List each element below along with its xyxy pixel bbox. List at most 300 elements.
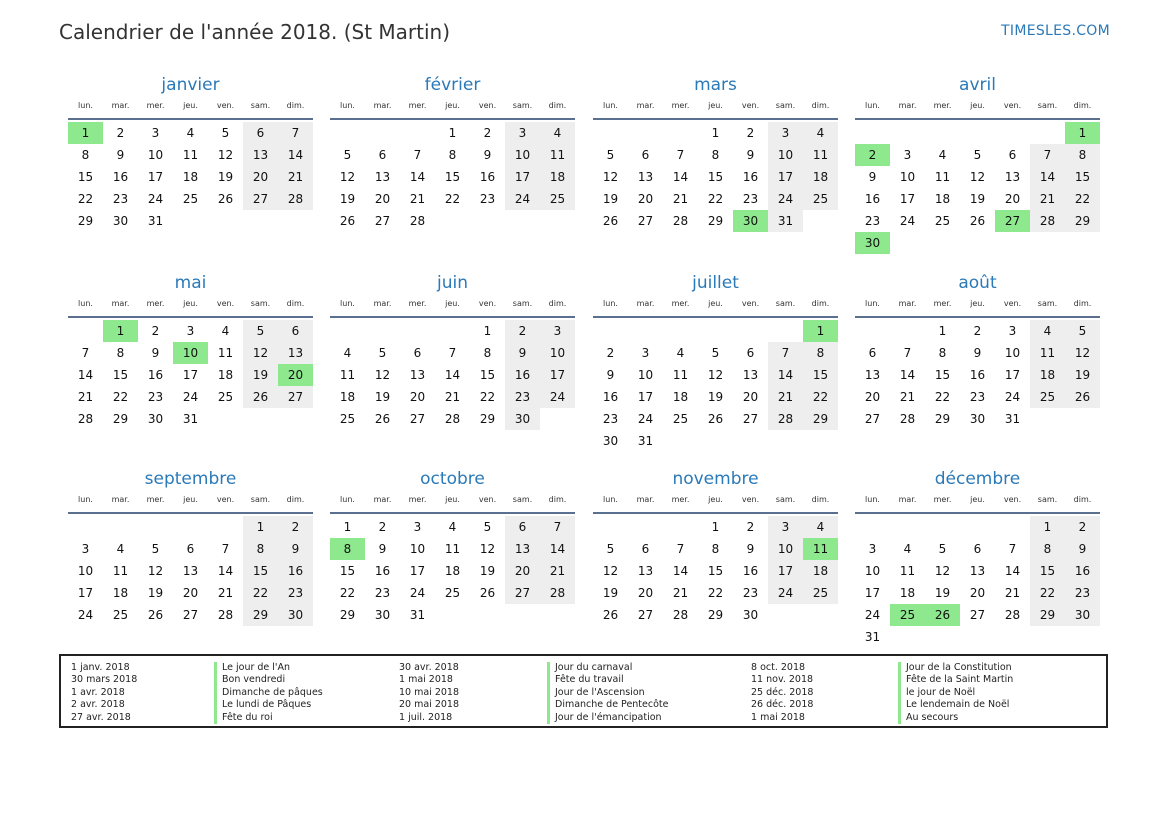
weekday-label: mer. <box>408 299 427 308</box>
day-cell: 27 <box>409 412 426 426</box>
legend-date: 30 mars 2018 <box>71 674 138 686</box>
weekday-label: mar. <box>636 495 655 504</box>
weekday-label: dim. <box>1073 299 1092 308</box>
day-cell: 13 <box>374 170 391 184</box>
day-cell: 16 <box>505 364 540 386</box>
weekday-label: lun. <box>340 495 355 504</box>
day-cell: 18 <box>540 166 575 188</box>
day-cell: 26 <box>479 586 496 600</box>
day-cell: 15 <box>707 170 724 184</box>
weekday-header <box>855 98 1100 120</box>
legend-holiday-name: Le lundi de Pâques <box>214 699 323 711</box>
empty-cell <box>890 320 925 342</box>
day-cell: 3 <box>868 542 877 556</box>
weekday-label: ven. <box>216 299 235 308</box>
day-cell: 21 <box>278 166 313 188</box>
day-cell: 21 <box>672 586 689 600</box>
day-cell: 20 <box>864 390 881 404</box>
day-cell: 13 <box>864 368 881 382</box>
day-cell: 8 <box>711 542 720 556</box>
month-name: mars <box>694 75 737 95</box>
day-cell: 24 <box>409 586 426 600</box>
weekday-label: mar. <box>111 299 130 308</box>
day-cell: 2 <box>116 126 125 140</box>
day-cell: 10 <box>540 342 575 364</box>
day-cell: 12 <box>969 170 986 184</box>
day-cell: 29 <box>707 214 724 228</box>
day-cell: 28 <box>540 582 575 604</box>
day-cell: 7 <box>540 516 575 538</box>
day-cell: 22 <box>77 192 94 206</box>
month-name: avril <box>959 75 996 95</box>
day-cell: 17 <box>540 364 575 386</box>
empty-cell <box>593 320 628 342</box>
legend-date: 25 déc. 2018 <box>751 686 814 698</box>
empty-cell <box>925 516 960 538</box>
day-cell: 27 <box>637 214 654 228</box>
weekday-label: ven. <box>478 495 497 504</box>
day-cell: 28 <box>1004 608 1021 622</box>
day-cell: 14 <box>278 144 313 166</box>
legend-holiday-name: Au secours <box>898 712 1013 724</box>
day-cell: 17 <box>768 560 803 582</box>
weekday-label: lun. <box>78 101 93 110</box>
day-cell: 18 <box>112 586 129 600</box>
day-cell: 23 <box>864 214 881 228</box>
day-cell: 24 <box>768 582 803 604</box>
brand-link[interactable]: TIMESLES.COM <box>1001 23 1110 39</box>
day-cell: 8 <box>938 346 947 360</box>
day-cell: 10 <box>147 148 164 162</box>
weekday-label: mer. <box>671 495 690 504</box>
day-cell: 4 <box>803 122 838 144</box>
day-cell: 13 <box>637 564 654 578</box>
empty-cell <box>698 320 733 342</box>
day-cell: 27 <box>278 386 313 408</box>
day-cell: 7 <box>768 342 803 364</box>
day-cell: 19 <box>1065 364 1100 386</box>
day-cell: 6 <box>505 516 540 538</box>
weekday-label: jeu. <box>708 101 723 110</box>
weekday-label: jeu. <box>445 299 460 308</box>
day-cell: 15 <box>803 364 838 386</box>
day-cell: 2 <box>1065 516 1100 538</box>
day-cell: 13 <box>243 144 278 166</box>
month-name: février <box>424 75 481 95</box>
weekday-label: dim. <box>286 495 305 504</box>
day-cell: 23 <box>602 412 619 426</box>
day-grid <box>330 320 575 430</box>
day-cell: 24 <box>540 386 575 408</box>
day-cell: 25 <box>934 214 951 228</box>
legend-date-column <box>71 662 137 724</box>
day-cell: 20 <box>243 166 278 188</box>
day-cell: 3 <box>641 346 650 360</box>
day-cell: 20 <box>182 586 199 600</box>
month-name: janvier <box>161 75 220 95</box>
day-cell: 6 <box>413 346 422 360</box>
legend-date: 30 avr. 2018 <box>399 662 459 673</box>
day-cell: 17 <box>864 586 881 600</box>
day-cell: 4 <box>116 542 125 556</box>
weekday-label: ven. <box>478 299 497 308</box>
day-cell: 14 <box>672 170 689 184</box>
empty-cell <box>733 320 768 342</box>
day-cell: 31 <box>864 630 881 644</box>
day-cell: 30 <box>374 608 391 622</box>
day-cell: 21 <box>444 390 461 404</box>
day-grid <box>593 122 838 232</box>
day-cell: 16 <box>374 564 391 578</box>
empty-cell <box>330 122 365 144</box>
day-cell: 12 <box>217 148 234 162</box>
weekday-label: sam. <box>512 495 533 504</box>
day-cell: 2 <box>606 346 615 360</box>
day-cell: 14 <box>1004 564 1021 578</box>
day-cell: 3 <box>413 520 422 534</box>
weekday-label: dim. <box>286 299 305 308</box>
legend-holiday-name: le jour de Noël <box>898 687 1013 699</box>
empty-cell <box>208 516 243 538</box>
day-grid <box>68 122 313 232</box>
legend-holiday-name: Jour du carnaval <box>547 662 669 674</box>
day-cell: 23 <box>112 192 129 206</box>
weekday-label: sam. <box>1037 101 1058 110</box>
weekday-label: mer. <box>933 101 952 110</box>
empty-cell <box>855 320 890 342</box>
day-cell: 23 <box>479 192 496 206</box>
day-cell: 7 <box>676 542 685 556</box>
holiday-legend <box>59 654 1108 728</box>
day-cell: 6 <box>641 148 650 162</box>
day-cell: 13 <box>409 368 426 382</box>
day-cell: 5 <box>378 346 387 360</box>
day-cell: 9 <box>746 148 755 162</box>
day-cell: 17 <box>409 564 426 578</box>
day-cell: 15 <box>243 560 278 582</box>
day-cell: 30 <box>602 434 619 448</box>
day-cell: 6 <box>278 320 313 342</box>
day-cell: 29 <box>803 408 838 430</box>
day-cell: 3 <box>903 148 912 162</box>
month-name: décembre <box>934 469 1021 489</box>
empty-cell <box>435 320 470 342</box>
day-cell: 8 <box>483 346 492 360</box>
day-cell: 16 <box>147 368 164 382</box>
day-cell: 25 <box>672 412 689 426</box>
day-cell: 12 <box>339 170 356 184</box>
day-cell: 6 <box>746 346 755 360</box>
day-cell: 27 <box>742 412 759 426</box>
month-2 <box>593 72 838 232</box>
day-cell: 7 <box>278 122 313 144</box>
day-cell: 16 <box>112 170 129 184</box>
day-cell: 30 <box>1065 604 1100 626</box>
empty-cell <box>1030 122 1065 144</box>
day-cell: 8 <box>243 538 278 560</box>
legend-holiday-name: Fête du roi <box>214 712 323 724</box>
day-cell: 23 <box>742 586 759 600</box>
day-cell: 21 <box>77 390 94 404</box>
day-cell: 11 <box>217 346 234 360</box>
day-cell: 2 <box>483 126 492 140</box>
day-cell: 30 <box>278 604 313 626</box>
day-cell: 3 <box>768 516 803 538</box>
day-cell: 19 <box>969 192 986 206</box>
day-cell: 12 <box>934 564 951 578</box>
day-cell: 19 <box>374 390 391 404</box>
empty-cell <box>995 122 1030 144</box>
empty-cell <box>663 320 698 342</box>
weekday-label: mer. <box>671 299 690 308</box>
day-cell: 27 <box>182 608 199 622</box>
empty-cell <box>330 320 365 342</box>
empty-cell <box>628 320 663 342</box>
day-cell: 20 <box>1004 192 1021 206</box>
day-cell: 7 <box>676 148 685 162</box>
day-cell: 8 <box>448 148 457 162</box>
empty-cell <box>593 122 628 144</box>
holiday-day-cell: 30 <box>855 232 890 254</box>
weekday-label: mar. <box>636 101 655 110</box>
day-cell: 10 <box>1004 346 1021 360</box>
day-cell: 29 <box>77 214 94 228</box>
day-cell: 22 <box>112 390 129 404</box>
weekday-label: lun. <box>603 299 618 308</box>
holiday-day-cell: 1 <box>803 320 838 342</box>
day-cell: 20 <box>637 192 654 206</box>
empty-cell <box>68 516 103 538</box>
legend-holiday-name: Le lendemain de Noël <box>898 699 1013 711</box>
day-cell: 11 <box>444 542 461 556</box>
month-name: novembre <box>672 469 759 489</box>
day-cell: 15 <box>339 564 356 578</box>
day-cell: 26 <box>147 608 164 622</box>
day-grid <box>68 516 313 626</box>
day-cell: 20 <box>742 390 759 404</box>
day-cell: 13 <box>1004 170 1021 184</box>
legend-date: 1 mai 2018 <box>399 674 453 686</box>
day-cell: 31 <box>147 214 164 228</box>
empty-cell <box>173 516 208 538</box>
day-cell: 23 <box>505 386 540 408</box>
legend-holiday-name: Jour de l'émancipation <box>547 712 669 724</box>
day-cell: 1 <box>448 126 457 140</box>
day-cell: 29 <box>339 608 356 622</box>
day-cell: 27 <box>969 608 986 622</box>
day-cell: 19 <box>479 564 496 578</box>
day-cell: 19 <box>602 586 619 600</box>
weekday-label: ven. <box>216 101 235 110</box>
day-cell: 22 <box>707 192 724 206</box>
day-cell: 28 <box>217 608 234 622</box>
day-cell: 4 <box>676 346 685 360</box>
day-cell: 2 <box>746 520 755 534</box>
empty-cell <box>68 320 103 342</box>
weekday-label: mar. <box>111 101 130 110</box>
day-cell: 19 <box>934 586 951 600</box>
day-cell: 14 <box>77 368 94 382</box>
day-cell: 21 <box>1030 188 1065 210</box>
day-cell: 10 <box>637 368 654 382</box>
month-5 <box>330 270 575 430</box>
day-cell: 7 <box>903 346 912 360</box>
weekday-label: mar. <box>898 101 917 110</box>
weekday-label: dim. <box>811 101 830 110</box>
weekday-label: ven. <box>741 101 760 110</box>
day-cell: 27 <box>864 412 881 426</box>
empty-cell <box>890 122 925 144</box>
day-cell: 18 <box>217 368 234 382</box>
weekday-label: dim. <box>1073 495 1092 504</box>
weekday-label: dim. <box>548 101 567 110</box>
day-cell: 9 <box>746 542 755 556</box>
holiday-day-cell: 1 <box>1065 122 1100 144</box>
legend-name-column <box>214 662 323 724</box>
day-cell: 24 <box>768 188 803 210</box>
day-cell: 5 <box>606 148 615 162</box>
legend-name-column <box>898 662 1013 724</box>
page-title: Calendrier de l'année 2018. (St Martin) <box>59 20 451 44</box>
day-cell: 5 <box>343 148 352 162</box>
weekday-label: sam. <box>775 299 796 308</box>
day-cell: 24 <box>182 390 199 404</box>
weekday-label: dim. <box>811 299 830 308</box>
day-cell: 18 <box>1030 364 1065 386</box>
weekday-label: lun. <box>603 495 618 504</box>
month-10 <box>593 466 838 626</box>
weekday-label: lun. <box>865 495 880 504</box>
day-cell: 19 <box>602 192 619 206</box>
weekday-label: jeu. <box>183 495 198 504</box>
day-cell: 21 <box>672 192 689 206</box>
weekday-label: dim. <box>1073 101 1092 110</box>
day-cell: 22 <box>934 390 951 404</box>
day-cell: 13 <box>742 368 759 382</box>
day-cell: 5 <box>973 148 982 162</box>
day-cell: 28 <box>768 408 803 430</box>
day-cell: 9 <box>116 148 125 162</box>
empty-cell <box>663 516 698 538</box>
day-cell: 13 <box>278 342 313 364</box>
month-1 <box>330 72 575 232</box>
weekday-label: ven. <box>1003 299 1022 308</box>
day-cell: 26 <box>969 214 986 228</box>
day-cell: 17 <box>147 170 164 184</box>
empty-cell <box>768 320 803 342</box>
weekday-label: lun. <box>603 101 618 110</box>
day-cell: 5 <box>938 542 947 556</box>
weekday-label: mar. <box>111 495 130 504</box>
empty-cell <box>400 320 435 342</box>
day-cell: 25 <box>803 582 838 604</box>
day-cell: 1 <box>938 324 947 338</box>
weekday-label: ven. <box>741 495 760 504</box>
day-cell: 28 <box>409 214 426 228</box>
day-cell: 3 <box>186 324 195 338</box>
day-cell: 15 <box>1030 560 1065 582</box>
day-cell: 25 <box>112 608 129 622</box>
day-cell: 8 <box>803 342 838 364</box>
weekday-label: sam. <box>250 495 271 504</box>
month-7 <box>855 270 1100 430</box>
day-cell: 26 <box>217 192 234 206</box>
holiday-day-cell: 2 <box>855 144 890 166</box>
day-cell: 29 <box>1030 604 1065 626</box>
day-cell: 23 <box>278 582 313 604</box>
day-cell: 24 <box>505 188 540 210</box>
day-cell: 18 <box>444 564 461 578</box>
weekday-label: mer. <box>408 495 427 504</box>
legend-date: 26 déc. 2018 <box>751 699 814 711</box>
legend-date: 1 janv. 2018 <box>71 662 130 673</box>
day-cell: 21 <box>1004 586 1021 600</box>
legend-date: 8 oct. 2018 <box>751 662 806 673</box>
day-cell: 20 <box>409 390 426 404</box>
day-cell: 12 <box>243 342 278 364</box>
day-cell: 24 <box>899 214 916 228</box>
day-cell: 8 <box>1030 538 1065 560</box>
day-cell: 5 <box>151 542 160 556</box>
month-name: août <box>958 273 997 293</box>
weekday-label: sam. <box>512 101 533 110</box>
day-cell: 25 <box>803 188 838 210</box>
day-cell: 4 <box>1030 320 1065 342</box>
day-cell: 15 <box>112 368 129 382</box>
weekday-label: jeu. <box>708 299 723 308</box>
holiday-day-cell: 1 <box>103 320 138 342</box>
day-cell: 26 <box>707 412 724 426</box>
weekday-label: sam. <box>1037 299 1058 308</box>
day-cell: 9 <box>483 148 492 162</box>
day-cell: 15 <box>707 564 724 578</box>
day-cell: 6 <box>243 122 278 144</box>
day-grid <box>330 516 575 626</box>
month-6 <box>593 270 838 452</box>
month-9 <box>330 466 575 626</box>
day-cell: 6 <box>641 542 650 556</box>
legend-name-column <box>547 662 669 724</box>
day-cell: 28 <box>444 412 461 426</box>
day-grid <box>855 320 1100 430</box>
day-cell: 9 <box>378 542 387 556</box>
legend-holiday-name: Jour de la Constitution <box>898 662 1013 674</box>
day-cell: 9 <box>1065 538 1100 560</box>
day-cell: 11 <box>540 144 575 166</box>
weekday-label: jeu. <box>970 299 985 308</box>
day-cell: 6 <box>1008 148 1017 162</box>
empty-cell <box>365 320 400 342</box>
weekday-label: mar. <box>898 299 917 308</box>
day-cell: 3 <box>151 126 160 140</box>
day-cell: 19 <box>147 586 164 600</box>
empty-cell <box>365 122 400 144</box>
day-cell: 6 <box>186 542 195 556</box>
day-cell: 13 <box>182 564 199 578</box>
day-cell: 22 <box>707 586 724 600</box>
day-cell: 2 <box>505 320 540 342</box>
day-grid <box>855 516 1100 648</box>
empty-cell <box>138 516 173 538</box>
day-cell: 30 <box>505 408 540 430</box>
weekday-label: sam. <box>250 101 271 110</box>
legend-holiday-name: Dimanche de pâques <box>214 687 323 699</box>
day-cell: 19 <box>217 170 234 184</box>
weekday-header <box>593 492 838 514</box>
day-cell: 9 <box>868 170 877 184</box>
legend-date-column <box>751 662 813 724</box>
legend-holiday-name: Fête de la Saint Martin <box>898 674 1013 686</box>
